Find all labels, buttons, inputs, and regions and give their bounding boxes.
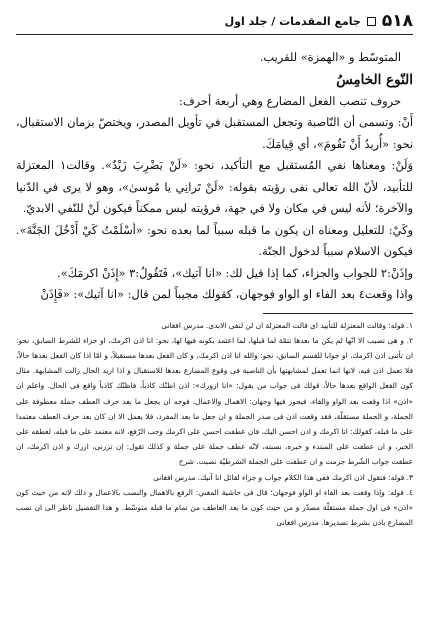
footnote-1: ١. قوله: وقالت المعتزلة للتأبيد اى قالت المعتزلة ان لن لنفى الابدى. مدرس افغانى <box>161 320 413 330</box>
paragraph-5: وإذَنْ:٢ للجواب والجزاء، كما إذا قيل لك: «انا آتيك»، فَتَقُولُ:٣ «إِذَنْ اكرمَكَ». <box>57 265 413 280</box>
main-text <box>16 47 413 306</box>
footnote-2: ٢. و هى تصيب الا انّها لم يكن ما بعدها تتمّة لما قبلها، لما اعتمد بكونه فيها لها، نحو: انا اذن اكرمك، او جزاء للشرط السابق، نحو: ان تأتنى اذن اكرمك، او جوابا للقسم السابق، نحو: والله انا اذن اكرمك، و كان الفعل بعدها مستقبلاً، و امّا اذا كان الفعل بعدها حالاً، فلا تعمل اذن فيه، لانها انما تعمل لمشابهتها بأن الناصبة فى وقوع المضارع بعدها للاستقبال و اذا اريد الحال زالت المشابهة. مثال كون الفعل الواقع بعدها حالاً، قولك فى جواب من يقول: «انا ازورك»: اذن اظنّك كاذباً، فاظنّك كاذباً واقع فى الحال. واعلم ان «اذن» اذا وقعت بعد الواو والفاء، فيجوز فيها وجهان: الاهمال والاعمال، فوجه ان يجعل ما بعد حرف العطف جملة معطوفة على الجملة، و الجملة مستقلّة، فقد وقعت اذن فى صدر الجملة و ان جعل ما بعد المفرد، فلا يعمل الا ان كان بعد حرف العطف معتمدا على ما قبله، كقولك: انا اكرمك و اذن احسن اليك، فان عطفت احسن على اكرمك وجب الرّفع، لانه معتمد على ما قبله، لعطفه على الخبر، و ان عطفت على المبتدء و خبره، نصبته، لانّه عطف جملة على جملة و كذلك تقول: إن تزرنى، ازرك و اذن اكرمك، ان عطفت جواب الشّرط جزمت و ان عطفت على الجملة الشرطيّة نصبت. شرح <box>16 335 413 467</box>
book-page <box>16 10 413 530</box>
paragraph-4: وكَيْ: للتعليل ومعناه ان يكون ما قبله سبباً لما بعده نحو: «أسْلَمْتُ كَيْ أَدْخُلَ الجَنَّةَ». فيكون الاسلام سبباً لدخول الجنّة. <box>16 222 413 258</box>
footnote-3: ٣. قوله: فتقول اذن اكرمك ففى هذا الكلام جواب و جزاء لقائل انا آتيك. مدرس افغانى <box>153 472 413 482</box>
paragraph-3: وَلَنْ: ومعناها نفي المُستقبل مع التأكيد، نحو: «لَنْ يَضْرِبَ زَيْدٌ». وقالت١ المعتزلة للتأبيد، لأنّ الله تعالى نفى رؤيته بقوله: «لَنْ تَرانِي يا مُوسىٰ»، وهو لا يرى في الدّنيا والآخرة؛ لأنه ليس في مكان ولا في جهة، فرؤيته ليس ممكناً فيكون لَنْ للنّفي الابديّ. <box>16 158 414 215</box>
square-bullet-icon <box>367 17 376 26</box>
footnote-separator <box>263 313 413 314</box>
paragraph-6: واذا وقعت٤ بعد الفاء او الواو فوجهان، كقولك مجيباً لمن قال: «انا آتيك»: «فَإِذَنْ <box>40 287 413 301</box>
page-number: ۵۱۸ <box>381 11 413 31</box>
paragraph-2: أَنْ: وتسمى أن النّاصبة وتجعل المستقبل في تأويل المصدر، ويختصّ بزمان الاستقبال، نحو: «أُريدُ أَنْ تَقُومَ»، أي قِيامَكَ. <box>16 115 413 151</box>
paragraph-1: حروف تنصب الفعل المضارع وهي أربعة أحرف: <box>179 93 401 108</box>
book-title: جامع المقدمات / جلد اول <box>224 14 361 28</box>
running-header <box>16 10 413 35</box>
footnote-4: ٤. قوله: وإذا وقعت بعد الفاء او الواو فوجهان؛ قال فى حاشية المغني: الرفع بالاهمال والنصب بالاعمال و ذلك لانه من حيث كون «اذن» فى اول جملة مستقلّة مصدّر و من حيث كون ما بعد العاطف من تمام ما قبله متوسّط. و هذا التفصيل ناظر الى ان نصب المضارع باذن بشرط تصديرها. مدرس افغانى <box>16 487 413 528</box>
footnotes <box>16 318 413 531</box>
section-heading: النّوع الخامِسُ <box>336 71 413 88</box>
intro-line: المتوسّط و «الهمزة» للقريب. <box>259 50 401 64</box>
